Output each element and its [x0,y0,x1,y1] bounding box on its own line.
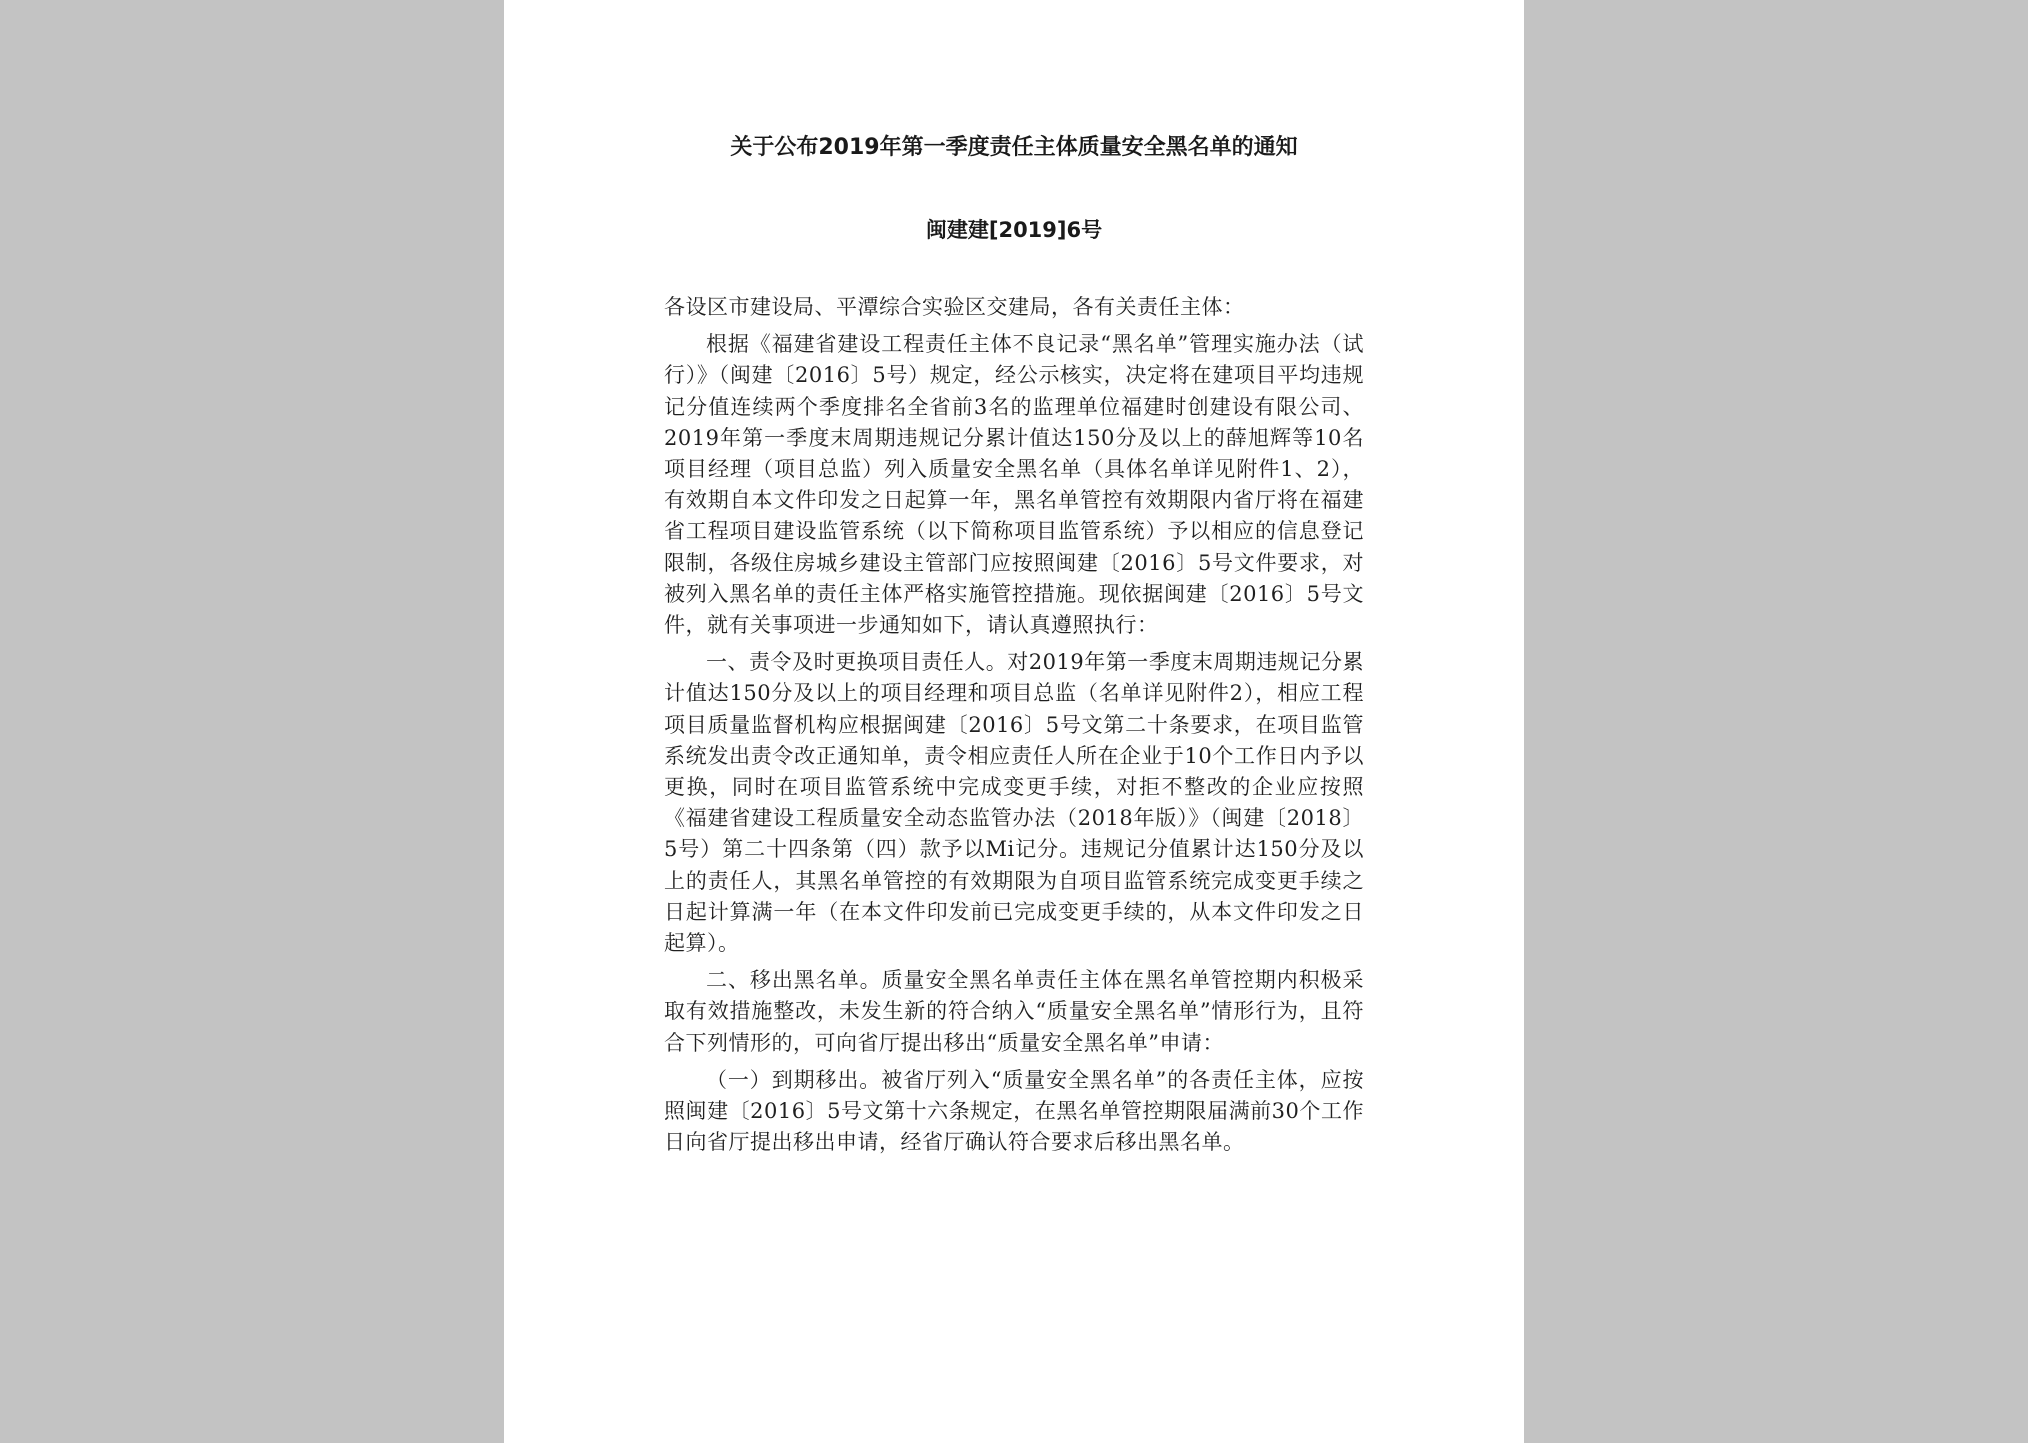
section-1-paragraph: 一、责令及时更换项目责任人。对2019年第一季度末周期违规记分累计值达150分及以上的项目经理和项目总监（名单详见附件2），相应工程项目质量监督机构应根据闽建〔2016〕5号文第二十条要求，在项目监管系统发出责令改正通知单，责令相应责任人所在企业于10个工作日内予以更换，同时在项目监管系统中完成变更手续，对拒不整改的企业应按照《福建省建设工程质量安全动态监管办法（2018年版）》（闽建〔2018〕5号）第二十四条第（四）款予以Mi记分。违规记分值累计达150分及以上的责任人，其黑名单管控的有效期限为自项目监管系统完成变更手续之日起计算满一年（在本文件印发前已完成变更手续的，从本文件印发之日起算）。 [664,650,1364,956]
document-title: 关于公布2019年第一季度责任主体质量安全黑名单的通知 [730,135,1298,160]
section-2-1-paragraph: （一）到期移出。被省厅列入“质量安全黑名单”的各责任主体，应按照闽建〔2016〕5号文第十六条规定，在黑名单管控期限届满前30个工作日向省厅提出移出申请，经省厅确认符合要求后移出黑名单。 [664,1067,1364,1155]
document-number: 闽建建[2019]6号 [925,218,1103,242]
section-2-paragraph: 二、移出黑名单。质量安全黑名单责任主体在黑名单管控期内积极采取有效措施整改，未发生新的符合纳入“质量安全黑名单”情形行为，且符合下列情形的，可向省厅提出移出“质量安全黑名单”申请： [664,968,1364,1055]
salutation-paragraph: 各设区市建设局、平潭综合实验区交建局，各有关责任主体： [664,295,1245,319]
document-body [664,292,1364,1164]
intro-paragraph: 根据《福建省建设工程责任主体不良记录“黑名单”管理实施办法（试行）》（闽建〔2016〕5号）规定，经公示核实，决定将在建项目平均违规记分值连续两个季度排名全省前3名的监理单位福建时创建设有限公司、2019年第一季度末周期违规记分累计值达150分及以上的薛旭辉等10名项目经理（项目总监）列入质量安全黑名单（具体名单详见附件1、2），有效期自本文件印发之日起算一年，黑名单管控有效期限内省厅将在福建省工程项目建设监管系统（以下简称项目监管系统）予以相应的信息登记限制，各级住房城乡建设主管部门应按照闽建〔2016〕5号文件要求，对被列入黑名单的责任主体严格实施管控措施。现依据闽建〔2016〕5号文件，就有关事项进一步通知如下，请认真遵照执行： [664,332,1364,638]
document-page [504,0,1524,1443]
